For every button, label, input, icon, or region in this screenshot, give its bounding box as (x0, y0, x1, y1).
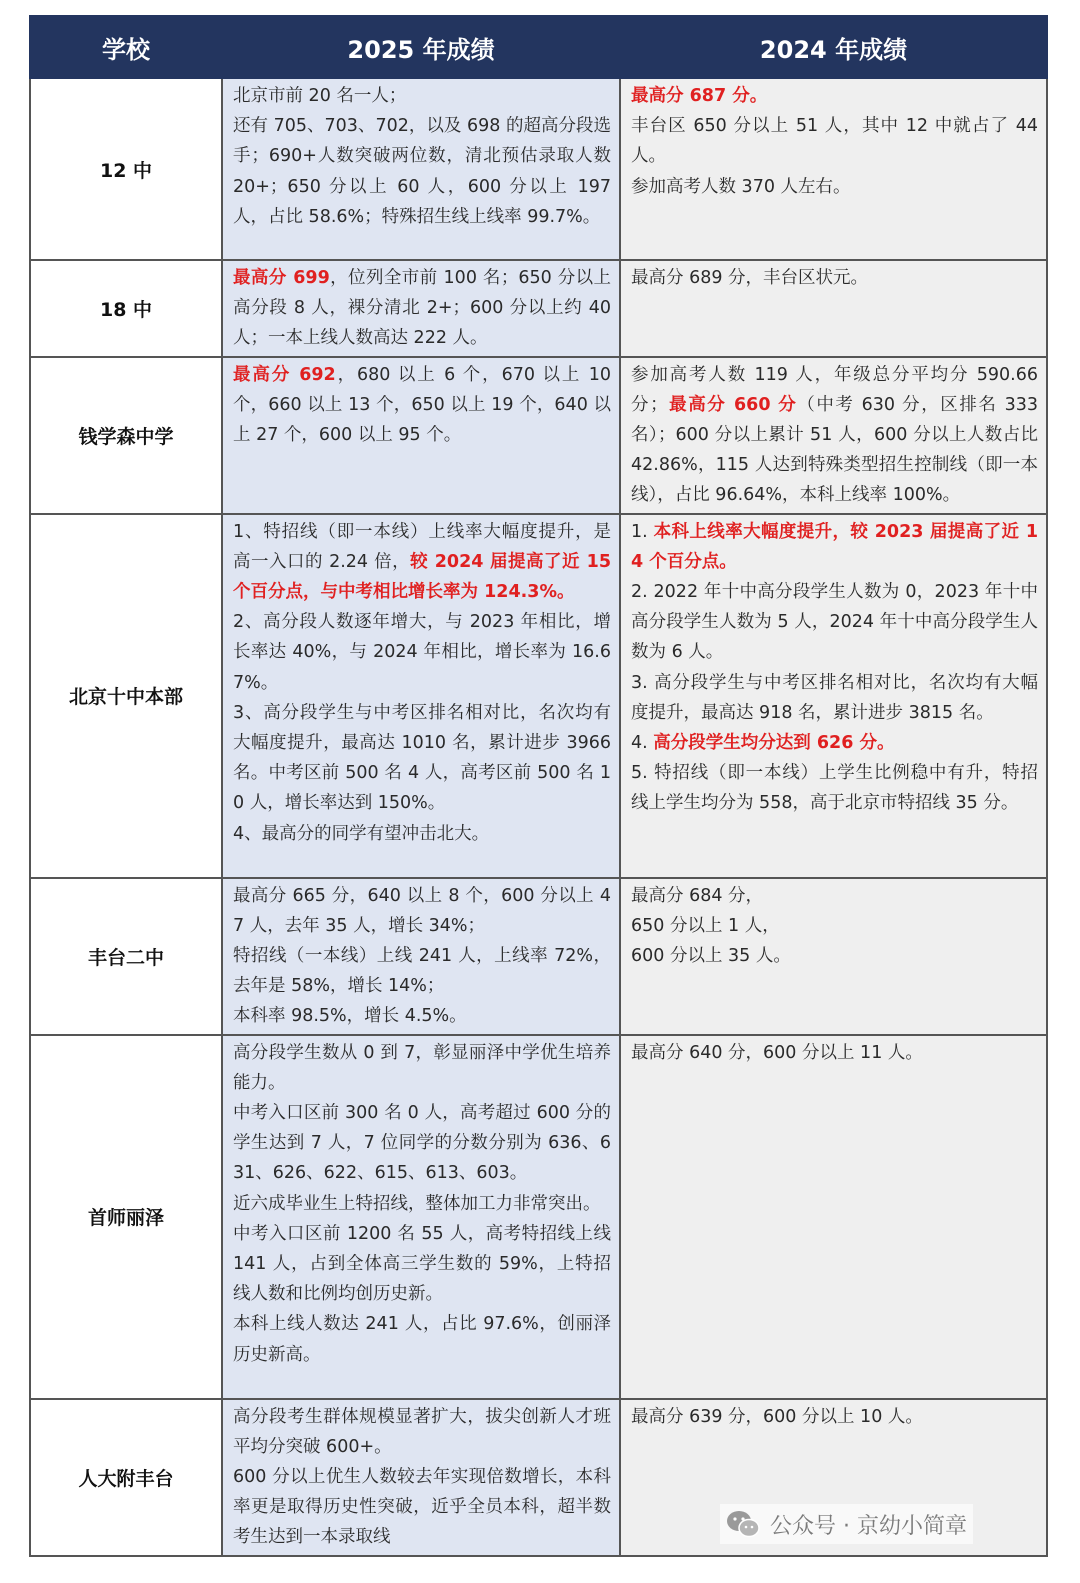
table-row (30, 357, 1047, 514)
body-text: 600 分以上优生人数较去年实现倍数增长，本科率更是取得历史性突破，近乎全员本科，超半数考生达到一本录取线 (233, 1467, 611, 1548)
school-name: 北京十中本部 (30, 514, 222, 878)
body-text: 2、高分段人数逐年增大，与 2023 年相比，增长率达 40%，与 2024 年相比，增长率为 16.67%。 (233, 612, 611, 693)
paragraph (631, 263, 1038, 293)
paragraph (233, 698, 611, 819)
body-text: 1、特招线（即一本线）上线率大幅度提升，是高一入口的 2.24 倍， (233, 521, 611, 572)
paragraph (233, 1402, 611, 1462)
body-text: 本科率 98.5%，增长 4.5%。 (233, 1006, 467, 1027)
paragraph (631, 360, 1038, 511)
paragraph (233, 1309, 611, 1369)
body-text: 1. (631, 521, 654, 542)
body-text: （中考 630 分，区排名 333 名）；600 分以上累计 51 人，600 分以上人数占比 42.86%，115 人达到特殊类型招生控制线（即一本线），占比 96.64%，本科上线率 100%。 (631, 394, 1038, 506)
body-text: 参加高考人数 370 人左右。 (631, 176, 851, 197)
result-2025 (222, 78, 620, 260)
result-2024 (620, 260, 1047, 357)
paragraph (631, 881, 1038, 911)
watermark (720, 1504, 973, 1544)
paragraph (233, 1189, 611, 1219)
school-name: 钱学森中学 (30, 357, 222, 514)
paragraph (631, 81, 1038, 111)
table-row (30, 260, 1047, 357)
body-text: 最高分 684 分， (631, 885, 764, 906)
paragraph (233, 517, 611, 608)
body-text: 最高分 689 分，丰台区状元。 (631, 268, 869, 288)
highlight-text: 最高分 699 (233, 268, 330, 288)
paragraph (233, 1098, 611, 1189)
result-2024 (620, 514, 1047, 878)
header-2024: 2024 年成绩 (620, 16, 1047, 78)
highlight-text: 本科上线率大幅度提升，较 2023 届提高了近 14 个百分点。 (631, 521, 1038, 572)
scores-table (29, 15, 1048, 1557)
result-2024 (620, 878, 1047, 1035)
paragraph (233, 111, 611, 232)
table-row (30, 878, 1047, 1035)
table-row (30, 78, 1047, 260)
result-2025 (222, 260, 620, 357)
body-text: 近六成毕业生上特招线，整体加工力非常突出。 (233, 1193, 601, 1214)
body-text: 中考入口区前 1200 名 55 人，高考特招线上线 141 人，占到全体高三学生数的 59%，上特招线人数和比例均创历史新。 (233, 1223, 611, 1305)
body-text: 最高分 639 分，600 分以上 10 人。 (631, 1406, 923, 1427)
school-name: 丰台二中 (30, 878, 222, 1035)
table-row (30, 1035, 1047, 1399)
paragraph (631, 577, 1038, 668)
body-text: 4. (631, 733, 654, 754)
body-text: 650 分以上 1 人， (631, 915, 780, 936)
body-text: 3、高分段学生与中考区排名相对比，名次均有大幅度提升，最高达 1010 名，累计进步 3966 名。中考区前 500 名 4 人，高考区前 500 名 10 人，增长率达到 150%。 (233, 702, 611, 814)
header-row (30, 16, 1047, 78)
result-2025 (222, 1035, 620, 1399)
body-text: 丰台区 650 分以上 51 人，其中 12 中就占了 44 人。 (631, 116, 1038, 167)
paragraph (233, 607, 611, 698)
body-text: 最高分 665 分，640 以上 8 个，600 分以上 47 人，去年 35 人，增长 34%； (233, 885, 611, 936)
body-text: ，位列全市前 100 名；650 分以上高分段 8 人，裸分清北 2+；600 分以上约 40 人；一本上线人数高达 222 人。 (233, 268, 611, 349)
paragraph (233, 1001, 611, 1031)
result-2025 (222, 1399, 620, 1556)
body-text: 高分段学生数从 0 到 7，彰显丽泽中学优生培养能力。 (233, 1042, 611, 1093)
school-name: 人大附丰台 (30, 1399, 222, 1556)
paragraph (631, 758, 1038, 818)
paragraph (631, 668, 1038, 728)
body-text: 高分段考生群体规模显著扩大，拔尖创新人才班平均分突破 600+。 (233, 1406, 611, 1457)
school-name: 首师丽泽 (30, 1035, 222, 1399)
result-2025 (222, 514, 620, 878)
table-row (30, 514, 1047, 878)
result-2024 (620, 78, 1047, 260)
body-text: 中考入口区前 300 名 0 人，高考超过 600 分的学生达到 7 人，7 位同学的分数分别为 636、631、626、622、615、613、603。 (233, 1103, 611, 1184)
paragraph (233, 360, 611, 451)
paragraph (233, 1038, 611, 1098)
body-text: 北京市前 20 名一人； (233, 86, 407, 106)
school-name: 12 中 (30, 78, 222, 260)
wechat-icon (726, 1509, 760, 1539)
header-school: 学校 (30, 16, 222, 78)
paragraph (233, 1219, 611, 1310)
body-text: 4、最高分的同学有望冲击北大。 (233, 823, 490, 844)
paragraph (631, 517, 1038, 577)
body-text: 本科上线人数达 241 人，占比 97.6%，创丽泽历史新高。 (233, 1314, 611, 1365)
result-2024 (620, 357, 1047, 514)
body-text: 5. 特招线（即一本线）上学生比例稳中有升，特招线上学生均分为 558，高于北京市特招线 35 分。 (631, 763, 1038, 814)
highlight-text: 最高分 660 分 (667, 394, 798, 415)
school-name: 18 中 (30, 260, 222, 357)
body-text: ，680 以上 6 个，670 以上 10 个，660 以上 13 个，650 以上 19 个，640 以上 27 个，600 以上 95 个。 (233, 364, 611, 446)
body-text: 600 分以上 35 人。 (631, 946, 791, 967)
paragraph (631, 728, 1038, 758)
body-text: 最高分 640 分，600 分以上 11 人。 (631, 1042, 923, 1063)
paragraph (233, 263, 611, 354)
body-text: 2. 2022 年十中高分段学生人数为 0，2023 年十中高分段学生人数为 5 人，2024 年十中高分段学生人数为 6 人。 (631, 582, 1038, 663)
paragraph (631, 172, 1038, 202)
paragraph (631, 111, 1038, 171)
paragraph (233, 1462, 611, 1553)
paragraph (631, 911, 1038, 941)
result-2025 (222, 878, 620, 1035)
paragraph (233, 881, 611, 941)
result-2024 (620, 1035, 1047, 1399)
highlight-text: 最高分 687 分。 (631, 86, 768, 106)
highlight-text: 较 2024 届提高了近 15 个百分点，与中考相比增长率为 124.3%。 (233, 551, 611, 603)
body-text: 参加高考人数 119 人，年级总分平均分 590.66 分； (631, 364, 1038, 415)
header-2025: 2025 年成绩 (222, 16, 620, 78)
highlight-text: 最高分 692 (233, 364, 336, 385)
paragraph (233, 819, 611, 849)
body-text: 3. 高分段学生与中考区排名相对比，名次均有大幅度提升，最高达 918 名，累计进步 3815 名。 (631, 672, 1038, 723)
body-text: 特招线（一本线）上线 241 人，上线率 72%，去年是 58%，增长 14%； (233, 946, 611, 997)
body-text: 还有 705、703、702，以及 698 的超高分段选手；690+人数突破两位数，清北预估录取人数 20+；650 分以上 60 人，600 分以上 197 人，占比 58.6%；特殊招生线上线率 99.7%。 (233, 116, 611, 227)
paragraph (631, 941, 1038, 971)
paragraph (233, 941, 611, 1001)
paragraph (631, 1402, 1038, 1432)
paragraph (233, 81, 611, 111)
result-2025 (222, 357, 620, 514)
paragraph (631, 1038, 1038, 1068)
highlight-text: 高分段学生均分达到 626 分。 (653, 733, 895, 754)
watermark-text: 公众号 · 京幼小简章 (770, 1513, 967, 1539)
